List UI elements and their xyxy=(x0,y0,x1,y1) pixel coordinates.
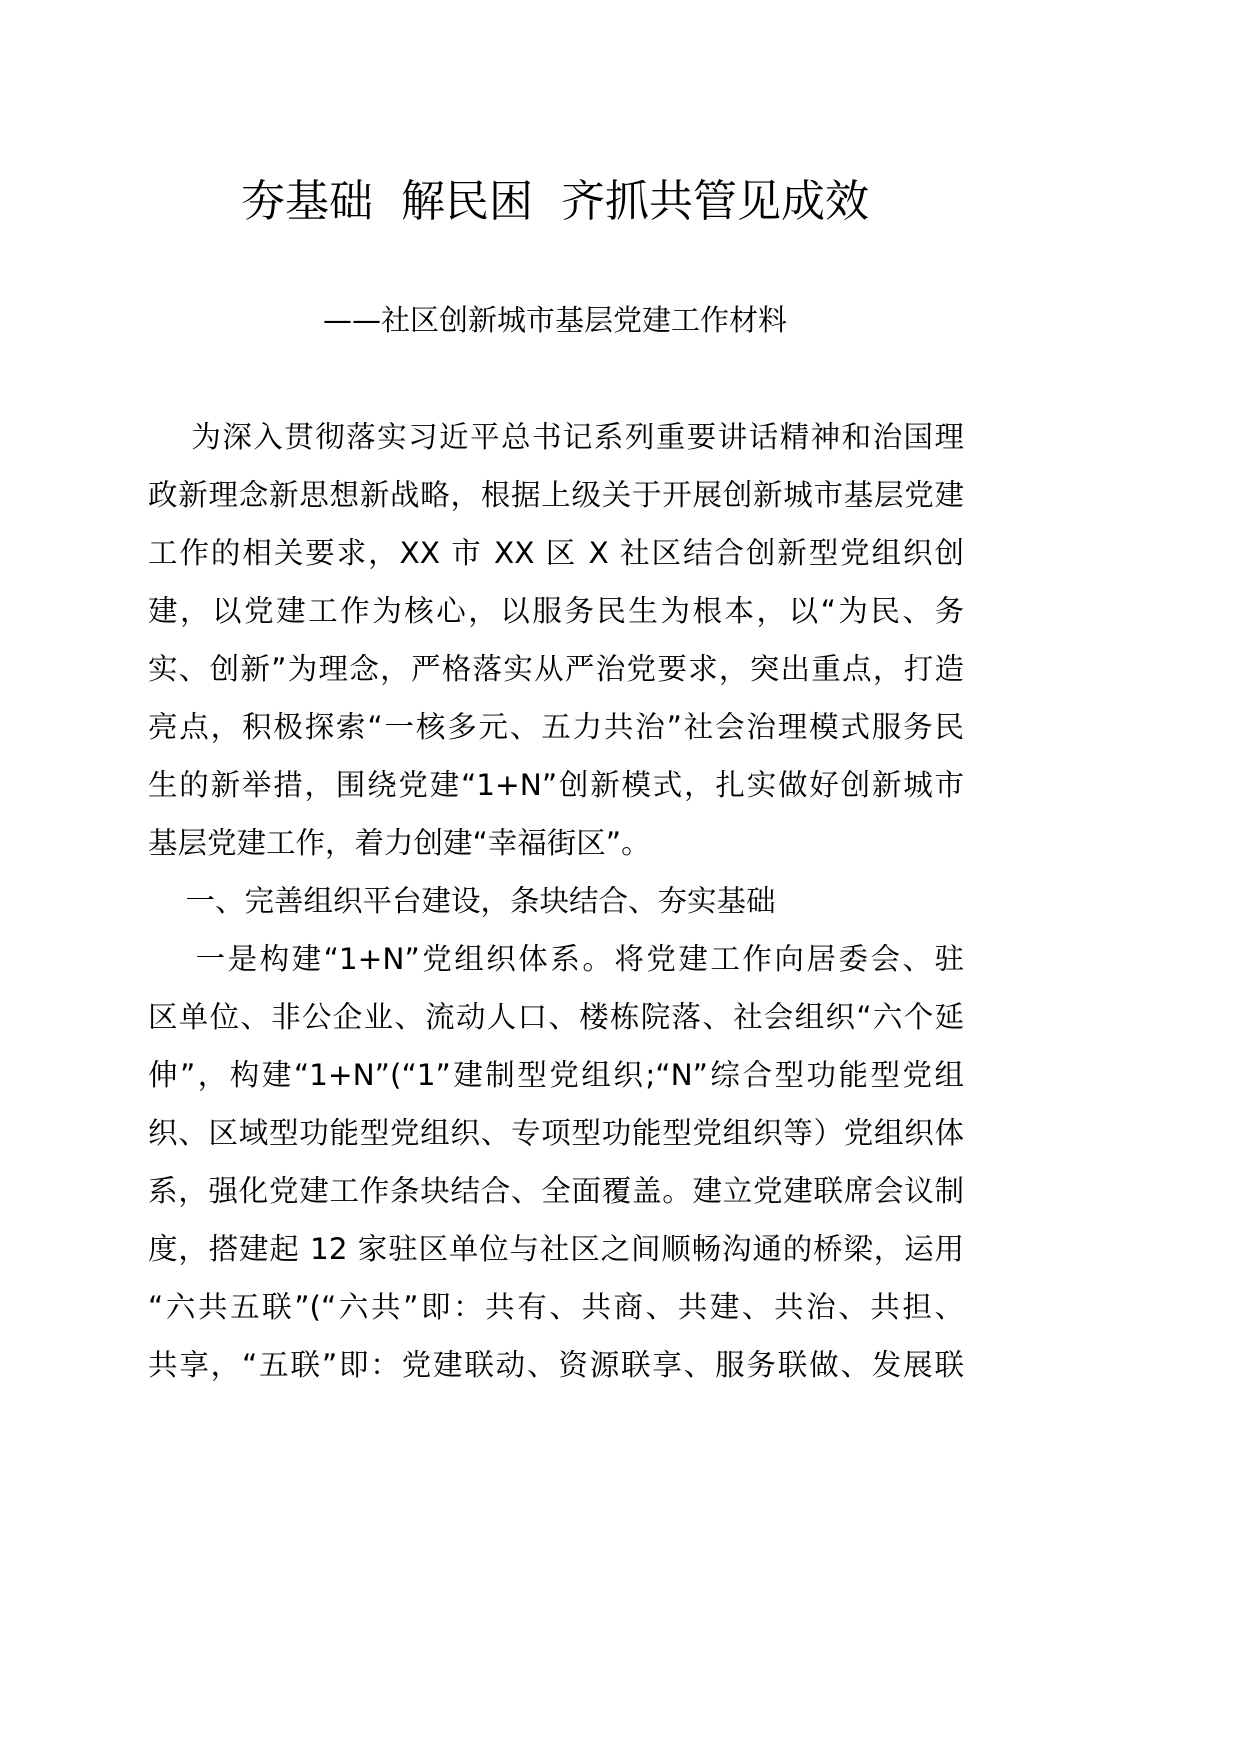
text-line: 系，强化党建工作条块结合、全面覆盖。建立党建联席会议制 xyxy=(148,1174,964,1208)
document-title: 夯基础 解民困 齐抓共管见成效 xyxy=(241,176,869,227)
text-line: 建，以党建工作为核心，以服务民生为根本，以“为民、务 xyxy=(148,594,964,628)
text-line: 实、创新”为理念，严格落实从严治党要求，突出重点，打造 xyxy=(148,652,964,686)
text-line: 亮点，积极探索“一核多元、五力共治”社会治理模式服务民 xyxy=(148,710,964,744)
text-line: 度，搭建起 12 家驻区单位与社区之间顺畅沟通的桥梁，运用 xyxy=(148,1232,964,1266)
section-heading xyxy=(148,872,964,930)
text-line: 共享，“五联”即：党建联动、资源联享、服务联做、发展联 xyxy=(148,1348,964,1382)
paragraph-section-1 xyxy=(148,930,964,1394)
document-body xyxy=(148,408,964,1394)
paragraph-intro xyxy=(148,408,964,872)
text-line: 工作的相关要求，XX 市 XX 区 X 社区结合创新型党组织创 xyxy=(148,536,964,570)
text-line: 伸”，构建“1+N”(“1”建制型党组织;“N”综合型功能型党组 xyxy=(148,1058,964,1092)
text-line: 区单位、非公企业、流动人口、楼栋院落、社会组织“六个延 xyxy=(148,1000,964,1034)
text-line: 为深入贯彻落实习近平总书记系列重要讲话精神和治国理 xyxy=(148,420,964,454)
text-line: 一是构建“1+N”党组织体系。将党建工作向居委会、驻 xyxy=(148,942,964,976)
text-line: 基层党建工作，着力创建“幸福街区”。 xyxy=(148,826,651,860)
section-heading-text: 一、完善组织平台建设，条块结合、夯实基础 xyxy=(148,884,776,918)
text-line: “六共五联”(“六共”即：共有、共商、共建、共治、共担、 xyxy=(148,1290,964,1324)
text-line: 政新理念新思想新战略，根据上级关于开展创新城市基层党建 xyxy=(148,478,964,512)
text-line: 织、区域型功能型党组织、专项型功能型党组织等）党组织体 xyxy=(148,1116,964,1150)
text-line: 生的新举措，围绕党建“1+N”创新模式，扎实做好创新城市 xyxy=(148,768,964,802)
document-subtitle: ——社区创新城市基层党建工作材料 xyxy=(322,303,787,337)
